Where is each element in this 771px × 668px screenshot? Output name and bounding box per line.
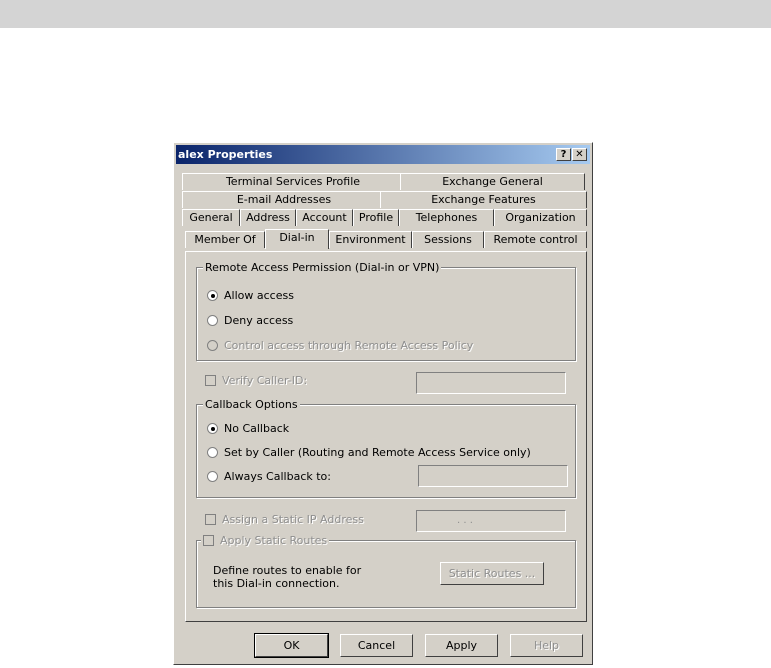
deny-access-label: Deny access xyxy=(224,314,294,327)
radio-icon xyxy=(207,447,218,458)
caller-id-input xyxy=(417,373,565,393)
verify-caller-checkbox xyxy=(205,374,307,387)
no-callback-radio[interactable] xyxy=(207,422,289,435)
radio-selected-icon xyxy=(207,290,218,301)
tab-profile[interactable]: Profile xyxy=(353,209,399,226)
tab-exchange-general[interactable]: Exchange General xyxy=(400,173,585,190)
static-routes-group xyxy=(196,534,576,608)
tab-exchange-features[interactable]: Exchange Features xyxy=(380,191,587,208)
checkbox-icon xyxy=(205,375,216,386)
tab-terminal-services-profile[interactable]: Terminal Services Profile xyxy=(182,173,404,190)
properties-dialog xyxy=(173,142,593,665)
tab-remote-control[interactable]: Remote control xyxy=(484,231,587,248)
help-button: Help xyxy=(510,634,583,657)
radio-icon xyxy=(207,471,218,482)
tab-sessions[interactable]: Sessions xyxy=(412,231,484,248)
tab-email-addresses[interactable]: E-mail Addresses xyxy=(182,191,386,208)
caller-id-field xyxy=(416,372,566,394)
set-by-caller-label: Set by Caller (Routing and Remote Access Service only) xyxy=(224,446,531,459)
window-title: alex Properties xyxy=(178,148,273,161)
radio-disabled-icon xyxy=(207,340,218,351)
static-routes-description: Define routes to enable for this Dial-in connection. xyxy=(213,564,362,590)
tab-organization[interactable]: Organization xyxy=(494,209,587,226)
checkbox-icon xyxy=(203,535,214,546)
callback-group-label: Callback Options xyxy=(205,398,298,411)
deny-access-radio[interactable] xyxy=(207,314,293,327)
title-bar xyxy=(176,145,590,164)
close-icon[interactable]: ✕ xyxy=(572,148,587,161)
always-callback-label: Always Callback to: xyxy=(224,470,331,483)
checkbox-icon xyxy=(205,514,216,525)
cancel-button[interactable]: Cancel xyxy=(340,634,413,657)
allow-access-radio[interactable] xyxy=(207,289,294,302)
verify-caller-label: Verify Caller-ID: xyxy=(222,374,308,387)
policy-access-radio xyxy=(207,339,473,352)
callback-group xyxy=(196,398,576,498)
tab-address[interactable]: Address xyxy=(240,209,296,226)
static-ip-label: Assign a Static IP Address xyxy=(222,513,364,526)
static-ip-checkbox xyxy=(205,513,364,526)
tab-telephones[interactable]: Telephones xyxy=(399,209,494,226)
allow-access-label: Allow access xyxy=(224,289,294,302)
static-routes-group-label xyxy=(201,534,329,547)
remote-access-group-label: Remote Access Permission (Dial-in or VPN) xyxy=(205,261,440,274)
ip-dots: . . . xyxy=(457,515,473,526)
apply-button[interactable]: Apply xyxy=(425,634,498,657)
dial-in-panel xyxy=(185,251,587,622)
help-title-button[interactable]: ? xyxy=(556,148,571,161)
radio-icon xyxy=(207,315,218,326)
tab-environment[interactable]: Environment xyxy=(329,231,412,248)
policy-access-label: Control access through Remote Access Policy xyxy=(224,339,474,352)
set-by-caller-radio[interactable] xyxy=(207,446,531,459)
tab-general[interactable]: General xyxy=(182,209,240,226)
static-routes-label: Apply Static Routes xyxy=(220,534,328,547)
callback-number-input[interactable] xyxy=(419,466,567,486)
static-routes-button: Static Routes ... xyxy=(440,562,544,585)
no-callback-label: No Callback xyxy=(224,422,290,435)
tab-member-of[interactable]: Member Of xyxy=(185,231,265,248)
static-ip-field xyxy=(416,510,566,532)
tab-account[interactable]: Account xyxy=(296,209,353,226)
radio-selected-icon xyxy=(207,423,218,434)
top-strip xyxy=(0,0,771,28)
callback-number-field[interactable] xyxy=(418,465,568,487)
remote-access-group xyxy=(196,261,576,361)
tab-dial-in[interactable]: Dial-in xyxy=(265,229,329,249)
always-callback-radio[interactable] xyxy=(207,470,331,483)
ok-button[interactable]: OK xyxy=(255,634,328,657)
